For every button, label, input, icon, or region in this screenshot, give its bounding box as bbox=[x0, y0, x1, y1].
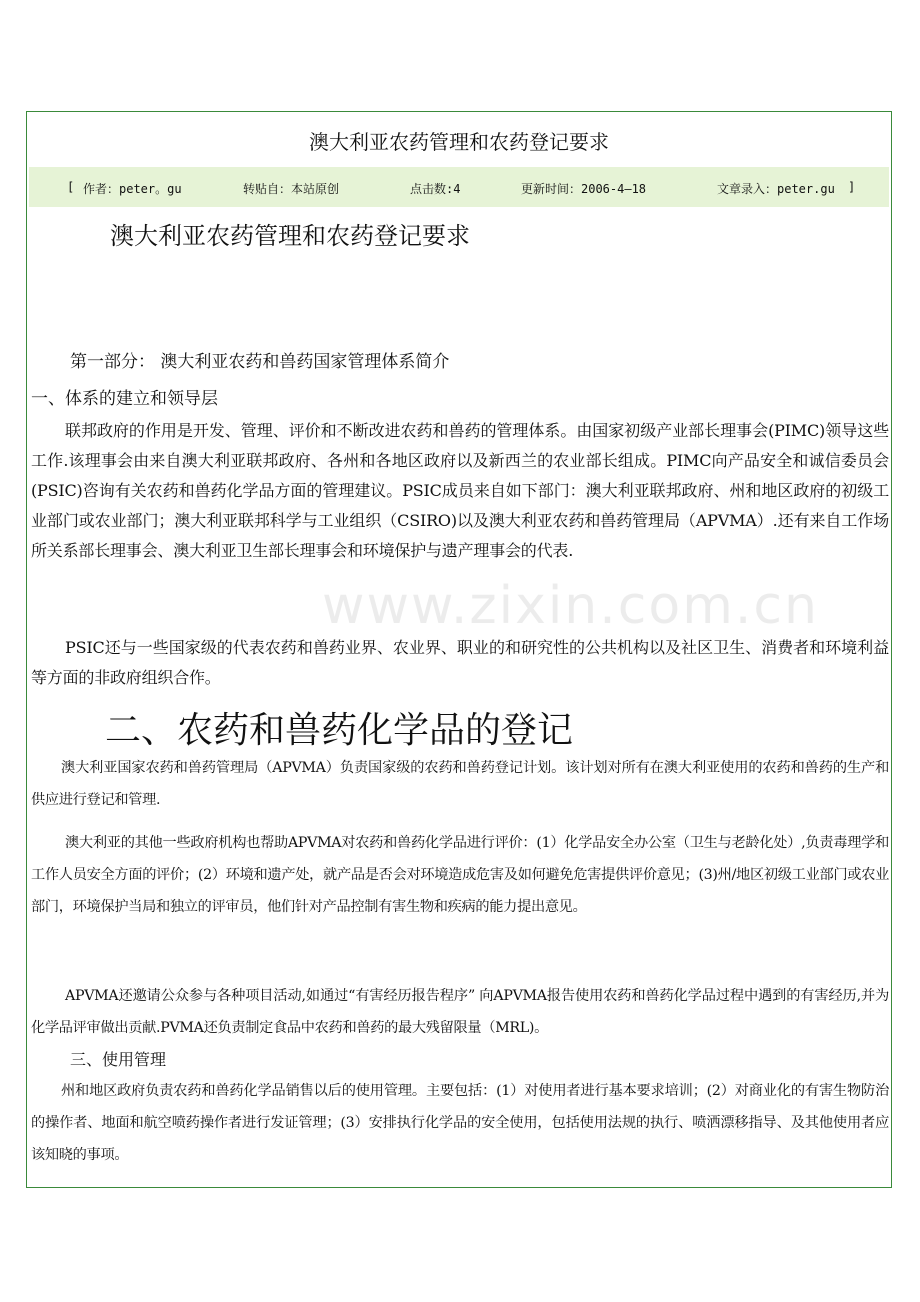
article-meta-bar bbox=[29, 167, 889, 207]
paragraph-5: APVMA还邀请公众参与各种项目活动,如通过“有害经历报告程序” 向APVMA报告使用农药和兽药化学品过程中遇到的有害经历,并为化学品评审做出贡献.PVMA还负责制定食品中农药和兽药的最大残留限量（MRL)。 bbox=[31, 988, 889, 1036]
meta-source: 转贴自：本站原创 bbox=[243, 182, 340, 196]
page-title: 澳大利亚农药管理和农药登记要求 bbox=[309, 130, 609, 154]
section3-heading: 三、使用管理 bbox=[70, 1050, 167, 1069]
paragraph-1: 联邦政府的作用是开发、管理、评价和不断改进农药和兽药的管理体系。由国家初级产业部长理事会(PIMC)领导这些工作.该理事会由来自澳大利亚联邦政府、各州和各地区政府以及新西兰的农业部长组成。PIMC向产品安全和诚信委员会(PSIC)咨询有关农药和兽药化学品方面的管理建议。PSIC成员来自如下部门：澳大利亚联邦政府、州和地区政府的初级工业部门或农业部门；澳大利亚联邦科学与工业组织（CSIRO)以及澳大利亚农药和兽药管理局（APVMA）.还有来自工作场所关系部长理事会、澳大利亚卫生部长理事会和环境保护与遗产理事会的代表. bbox=[31, 421, 889, 560]
section2-heading: 二、农药和兽药化学品的登记 bbox=[105, 710, 574, 751]
paragraph-3: 澳大利亚国家农药和兽药管理局（APVMA）负责国家级的农药和兽药登记计划。该计划对所有在澳大利亚使用的农药和兽药的生产和供应进行登记和管理. bbox=[31, 760, 889, 808]
meta-updated-time: 更新时间：2006-4—18 bbox=[521, 182, 647, 196]
part1-heading: 第一部分： 澳大利亚农药和兽药国家管理体系简介 bbox=[70, 352, 450, 372]
paragraph-2: PSIC还与一些国家级的代表农药和兽药业界、农业界、职业的和研究性的公共机构以及社区卫生、消费者和环境利益等方面的非政府组织合作。 bbox=[31, 638, 889, 687]
meta-author: 作者：peter。gu bbox=[83, 182, 182, 196]
watermark: www.zixin.com.cn bbox=[322, 576, 819, 636]
paragraph-4: 澳大利亚的其他一些政府机构也帮助APVMA对农药和兽药化学品进行评价：(1）化学品安全办公室（卫生与老龄化处）,负责毒理学和工作人员安全方面的评价；(2）环境和遗产处，就产品是否会对环境造成危害及如何避免危害提供评价意见；(3)州/地区初级工业部门或农业部门，环境保护当局和独立的评审员，他们针对产品控制有害生物和疾病的能力提出意见。 bbox=[31, 835, 889, 915]
meta-entry-by: 文章录入：peter.gu bbox=[717, 182, 835, 196]
article-title: 澳大利亚农药管理和农药登记要求 bbox=[110, 222, 470, 250]
meta-close-bracket: ] bbox=[848, 180, 856, 194]
article-frame bbox=[26, 111, 892, 1188]
section1-heading: 一、体系的建立和领导层 bbox=[31, 389, 218, 409]
meta-open-bracket: [ bbox=[67, 180, 75, 194]
paragraph-6: 州和地区政府负责农药和兽药化学品销售以后的使用管理。主要包括：(1）对使用者进行基本要求培训；(2）对商业化的有害生物防治的操作者、地面和航空喷药操作者进行发证管理；(3）安排执行化学品的安全使用，包括使用法规的执行、喷洒漂移指导、及其他使用者应该知晓的事项。 bbox=[31, 1083, 889, 1163]
meta-hit-count: 点击数:4 bbox=[410, 182, 461, 196]
